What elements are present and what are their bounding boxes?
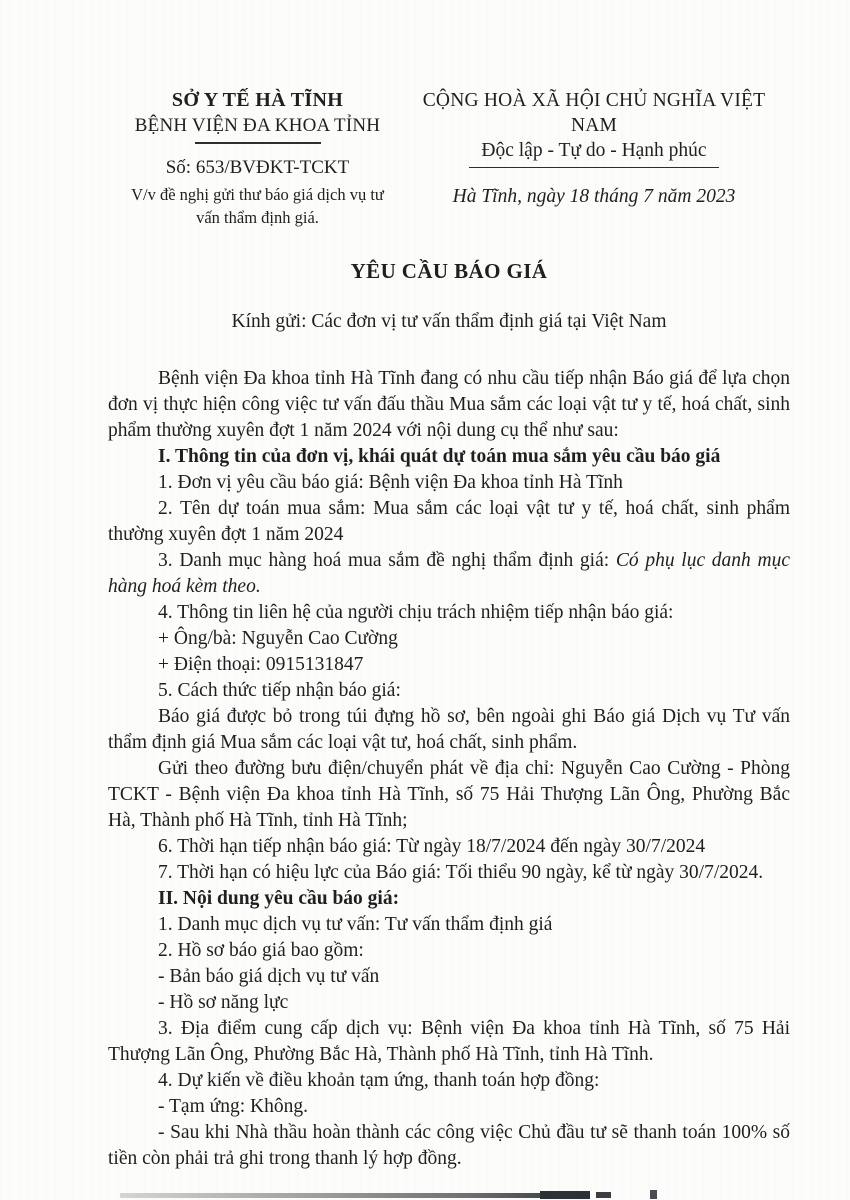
place-dateline: Hà Tĩnh, ngày 18 tháng 7 năm 2023: [452, 186, 736, 207]
section1-item3: [108, 548, 790, 600]
document-title: YÊU CẦU BÁO GIÁ: [350, 259, 548, 283]
header-national-heading: [398, 88, 790, 209]
document-number: Số: 653/BVĐKT-TCKT: [165, 157, 350, 178]
scan-artifact-mark: [596, 1192, 611, 1198]
header-issuing-org: [105, 88, 410, 229]
contact-phone-line: + Điện thoại: 0915131847: [158, 654, 364, 675]
section2-heading: II. Nội dung yêu cầu báo giá:: [158, 888, 400, 909]
section2-item2: 2. Hồ sơ báo giá bao gồm:: [158, 940, 364, 961]
org-underline: [195, 142, 321, 144]
contact-name-line: + Ông/bà: Nguyễn Cao Cường: [158, 628, 398, 649]
section2-item3: 3. Địa điểm cung cấp dịch vụ: Bệnh viện Đa khoa tỉnh Hà Tĩnh, số 75 Hải Thượng Lãn Ông, Phường Bắc Hà, Thành phố Hà Tĩnh, tỉnh Hà Tĩnh.: [108, 1018, 790, 1065]
section1-item5-paragraph2: Gửi theo đường bưu điện/chuyển phát về địa chỉ: Nguyễn Cao Cường - Phòng TCKT - Bệnh viện Đa khoa tỉnh Hà Tĩnh, số 75 Hải Thượng Lãn Ông, Phường Bắc Hà, Thành phố Hà Tĩnh, tỉnh Hà Tĩnh;: [108, 758, 790, 831]
section1-heading: I. Thông tin của đơn vị, khái quát dự toán mua sắm yêu cầu báo giá: [158, 446, 721, 467]
org-name: BỆNH VIỆN ĐA KHOA TỈNH: [134, 115, 381, 136]
section1-item5: 5. Cách thức tiếp nhận báo giá:: [158, 680, 401, 701]
section2-item4: 4. Dự kiến về điều khoản tạm ứng, thanh toán hợp đồng:: [158, 1070, 600, 1091]
intro-paragraph: Bệnh viện Đa khoa tỉnh Hà Tĩnh đang có nhu cầu tiếp nhận Báo giá để lựa chọn đơn vị thực hiện công việc tư vấn đấu thầu Mua sắm các loại vật tư y tế, hoá chất, sinh phẩm thường xuyên đợt 1 năm 2024 với nội dung cụ thể như sau:: [108, 368, 790, 441]
section1-item1: 1. Đơn vị yêu cầu báo giá: Bệnh viện Đa khoa tỉnh Hà Tĩnh: [158, 472, 623, 493]
document-body: [108, 258, 790, 1172]
section1-item6: 6. Thời hạn tiếp nhận báo giá: Từ ngày 18/7/2024 đến ngày 30/7/2024: [158, 836, 706, 857]
scan-artifact-dark-block: [540, 1191, 590, 1199]
section2-item4-sub2: - Sau khi Nhà thầu hoàn thành các công việc Chủ đầu tư sẽ thanh toán 100% số tiền còn phải trả ghi trong thanh lý hợp đồng.: [108, 1122, 790, 1169]
national-motto-line2: Độc lập - Tự do - Hạnh phúc: [481, 140, 707, 161]
section1-item2: 2. Tên dự toán mua sắm: Mua sắm các loại vật tư y tế, hoá chất, sinh phẩm thường xuyên đợt 1 năm 2024: [108, 498, 790, 545]
document-subject: V/v đề nghị gửi thư báo giá dịch vụ tư vấn thẩm định giá.: [131, 185, 384, 227]
scan-artifact-mark: [650, 1190, 657, 1199]
section2-item1: 1. Danh mục dịch vụ tư vấn: Tư vấn thẩm định giá: [158, 914, 553, 935]
national-motto-line1: CỘNG HOÀ XÃ HỘI CHỦ NGHĨA VIỆT NAM: [422, 90, 766, 136]
section1-item7: 7. Thời hạn có hiệu lực của Báo giá: Tối thiểu 90 ngày, kể từ ngày 30/7/2024.: [158, 862, 764, 883]
org-superior-name: SỞ Y TẾ HÀ TĨNH: [171, 89, 344, 111]
salutation-line: Kính gửi: Các đơn vị tư vấn thẩm định giá tại Việt Nam: [231, 311, 667, 332]
section2-item2-sub1: - Bản báo giá dịch vụ tư vấn: [158, 966, 380, 987]
section1-item5-paragraph1: Báo giá được bỏ trong túi đựng hồ sơ, bên ngoài ghi Báo giá Dịch vụ Tư vấn thẩm định giá Mua sắm các loại vật tư, hoá chất, sinh phẩm.: [108, 706, 790, 753]
section2-item2-sub2: - Hồ sơ năng lực: [158, 992, 289, 1013]
section1-item3-lead: 3. Danh mục hàng hoá mua sắm đề nghị thẩm định giá:: [158, 550, 616, 571]
motto-underline: [469, 167, 719, 168]
section1-item3-appendix-note: Có phụ lục danh mục hàng hoá kèm theo.: [108, 550, 790, 597]
scan-artifact-bottom-bar: [120, 1193, 585, 1198]
section2-item4-sub1: - Tạm ứng: Không.: [158, 1096, 308, 1117]
section1-item4: 4. Thông tin liên hệ của người chịu trách nhiệm tiếp nhận báo giá:: [158, 602, 674, 623]
